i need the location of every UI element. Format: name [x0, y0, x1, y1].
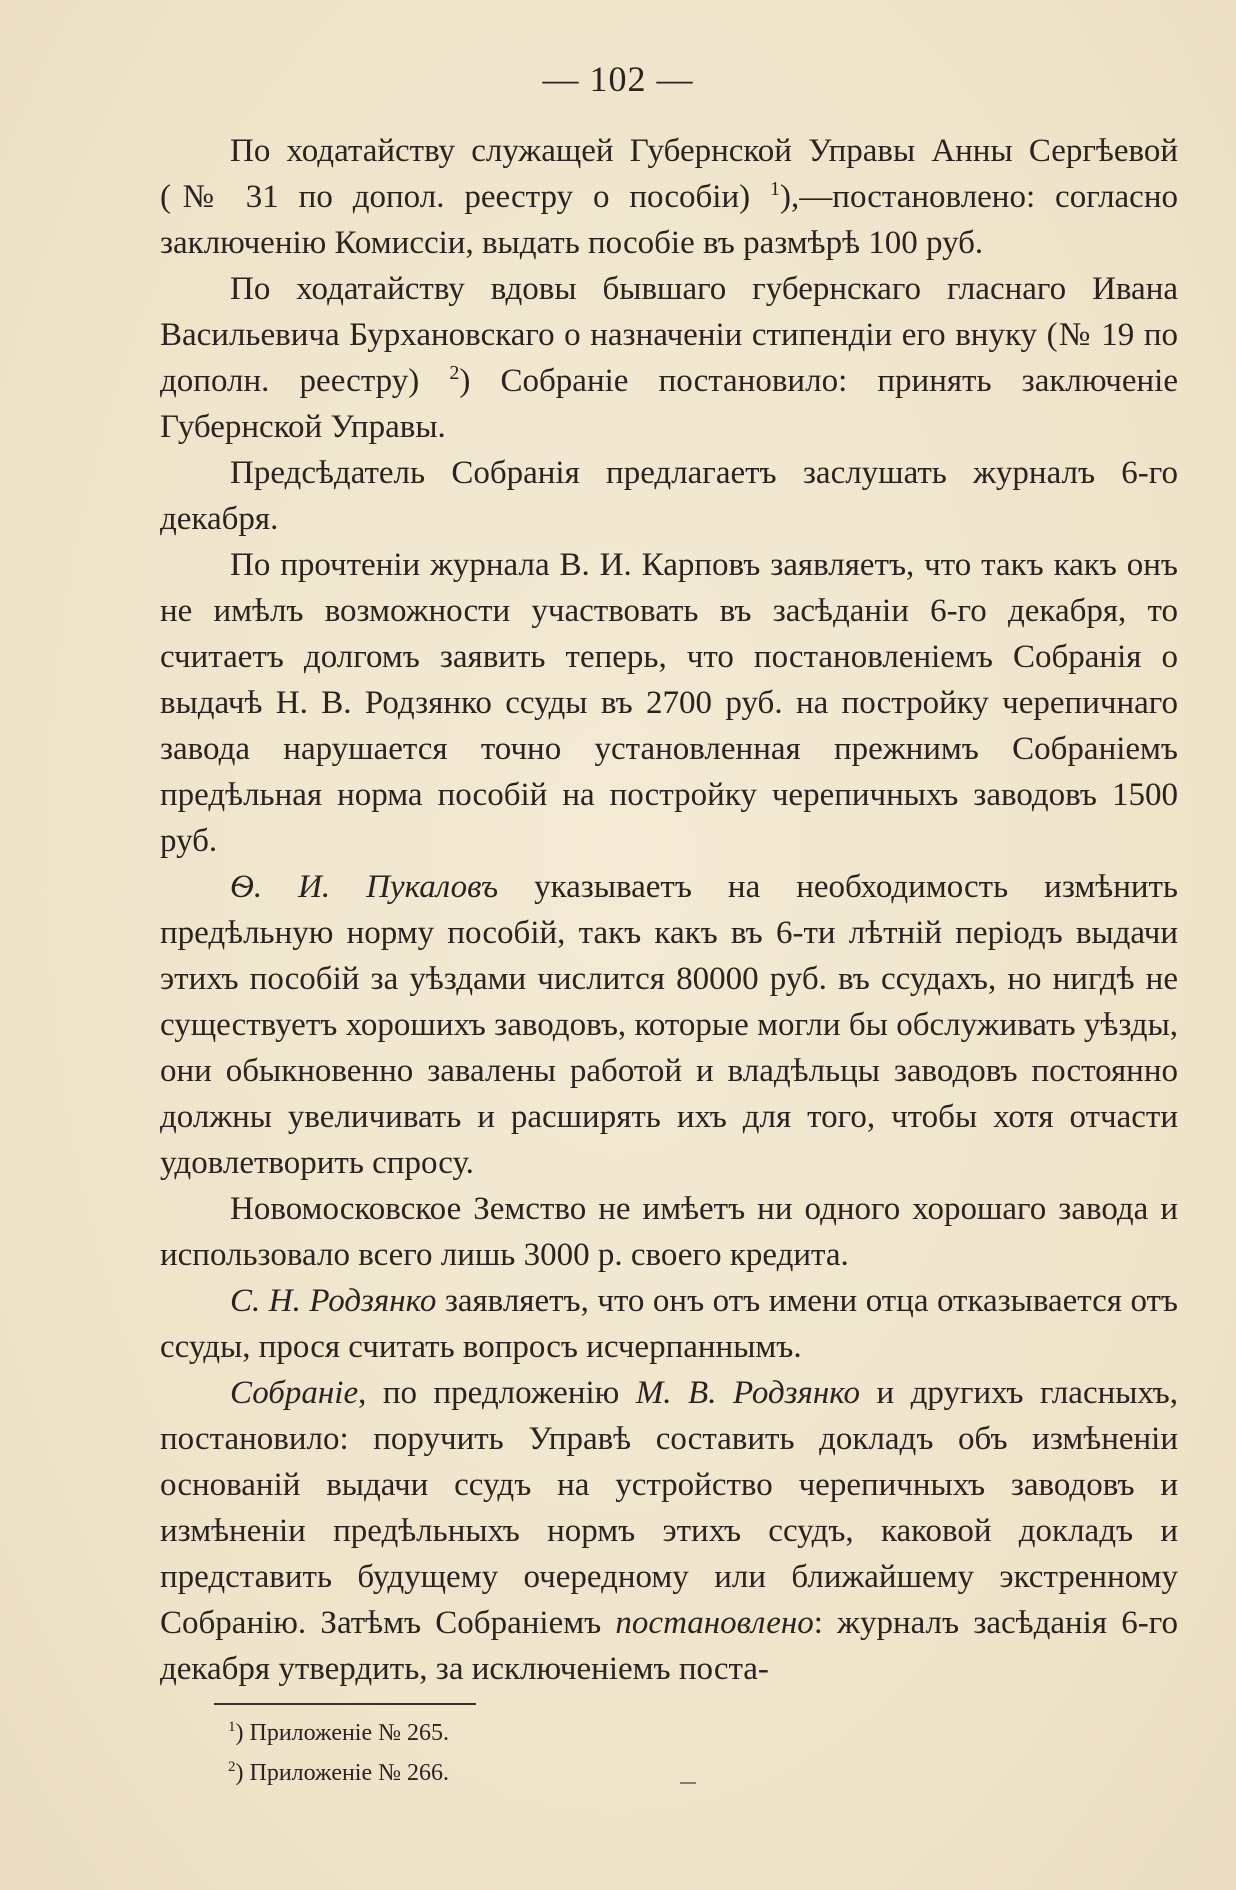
italic-text: Собраніе [230, 1375, 359, 1411]
paragraph [160, 542, 1178, 864]
footnote-mark: 1 [228, 1719, 236, 1735]
paragraph [160, 1186, 1178, 1278]
footnote-reference: 1 [770, 178, 781, 200]
paragraph-text: Новомосковское Земство не имѣетъ ни одного хорошаго завода и использовало всего лишь 3000 р. своего кредита. [160, 1191, 1178, 1273]
paragraph-text: и другихъ гласныхъ, постановило: поручить Управѣ составить докладъ объ измѣненіи основаній выдачи ссудъ на устройство черепичныхъ заводовъ и измѣненіи предѣльныхъ нормъ этихъ ссудъ, каковой докладъ и представить будущему очередному или ближайшему экстренному Собранію. Затѣмъ Собраніемъ [160, 1375, 1178, 1641]
paragraph-text: По ходатайству вдовы бывшаго губернскаго гласнаго Ивана Васильевича Бурхановскаго о назначеніи стипендіи его внуку (№ 19 по дополн. реестру) [160, 271, 1178, 399]
italic-text: Ѳ. И. Пукаловъ [230, 869, 499, 905]
paragraph-text: ),—постановлено: согласно заключенію Комиссіи, выдать пособіе въ размѣрѣ 100 руб. [160, 179, 1178, 261]
paragraph-text: , по предложенію [358, 1375, 636, 1411]
footnote-text: ) Приложеніе № 265. [235, 1720, 450, 1746]
italic-text: М. В. Родзянко [635, 1375, 860, 1411]
footnotes [228, 1713, 449, 1793]
paragraph [160, 1278, 1178, 1370]
italic-text: С. Н. Родзянко [230, 1283, 437, 1319]
italic-text: постановлено [615, 1605, 814, 1641]
paragraph [160, 864, 1178, 1186]
paragraph-text: указываетъ на необходимость измѣнить предѣльную норму пособій, такъ какъ въ 6-ти лѣтній періодъ выдачи этихъ пособій за уѣздами числится 80000 руб. въ ссудахъ, но нигдѣ не существуетъ хорошихъ заводовъ, которые могли бы обслуживать уѣзды, они обыкновенно завалены работой и владѣльцы заводовъ постоянно должны увеличивать и расширять ихъ для того, чтобы хотя отчасти удовлетворить спросу. [160, 869, 1178, 1181]
paragraph-text: По ходатайству служащей Губернской Управы Анны Сергѣевой (№ 31 по допол. реестру о пособіи) [160, 133, 1178, 215]
footnote-divider [214, 1703, 476, 1705]
bottom-mark [680, 1782, 696, 1784]
paragraph [160, 128, 1178, 266]
paragraph [160, 266, 1178, 450]
footnote [228, 1713, 449, 1753]
paragraph-text: заявляетъ, что онъ отъ имени отца отказывается отъ ссуды, прося считать вопросъ исчерпаннымъ. [160, 1283, 1178, 1365]
footnote-reference: 2 [449, 362, 460, 384]
footnote-mark: 2 [228, 1759, 236, 1775]
paragraph-text: : журналъ засѣданія 6-го декабря утвердить, за исключеніемъ поста- [160, 1605, 1178, 1687]
page-number: — 102 — [542, 59, 694, 99]
paragraph [160, 1370, 1178, 1692]
paragraph-text: По прочтеніи журнала В. И. Карповъ заявляетъ, что такъ какъ онъ не имѣлъ возможности участвовать въ засѣданіи 6-го декабря, то считаетъ долгомъ заявить теперь, что постановленіемъ Собранія о выдачѣ Н. В. Родзянко ссуды въ 2700 руб. на постройку черепичнаго завода нарушается точно установленная прежнимъ Собраніемъ предѣльная норма пособій на постройку черепичныхъ заводовъ 1500 руб. [160, 547, 1178, 859]
paragraph [160, 450, 1178, 542]
footnote-text: ) Приложеніе № 266. [235, 1760, 450, 1786]
paragraph-text: ) Собраніе постановило: принять заключеніе Губернской Управы. [160, 363, 1178, 445]
paragraph-text: Предсѣдатель Собранія предлагаетъ заслушать журналъ 6-го декабря. [160, 455, 1178, 537]
body-text [160, 128, 1178, 1692]
footnote [228, 1753, 449, 1793]
